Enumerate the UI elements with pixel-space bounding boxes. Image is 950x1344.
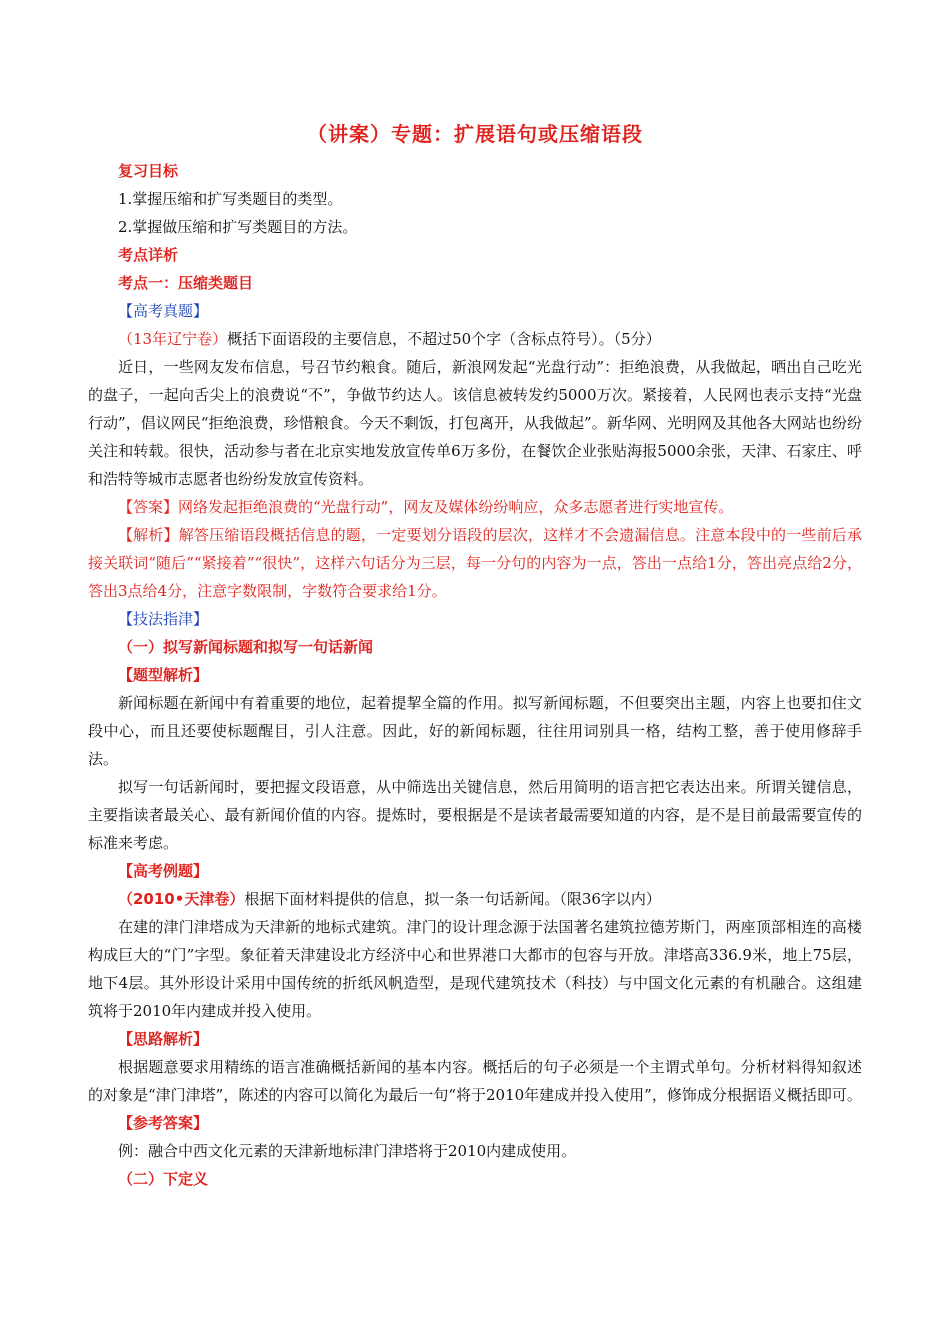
gaokao-liti-tag: 【高考例题】 [118,862,209,880]
point1-heading: 考点一：压缩类题目 [118,274,254,292]
cankao-daan-tag: 【参考答案】 [118,1114,209,1132]
tixing-paragraph-2: 拟写一句话新闻时，要把握文段语意，从中筛选出关键信息，然后用简明的语言把它表达出来。所谓关键信息，主要指读者最关心、最有新闻价值的内容。提炼时，要根据是不是读者最需要知道的内容，是不是目前最需要宣传的标准来考虑。 [88,778,862,852]
sub1-heading: （一）拟写新闻标题和拟写一句话新闻 [118,638,374,656]
explain-text: 解答压缩语段概括信息的题，一定要划分语段的层次，这样才不会遗漏信息。注意本段中的一些前后承接关联词“随后”“紧接着”“很快”，这样六句话分为三层，每一分句的内容为一点，答出一点给1分，答出亮点给2分，答出3点给4分，注意字数限制，字数符合要求给1分。 [88,526,862,600]
silu-jiexi-text: 根据题意要求用精练的语言准确概括新闻的基本内容。概括后的句子必须是一个主谓式单句。分析材料得知叙述的对象是“津门津塔”，陈述的内容可以简化为最后一句“将于2010年建成并投入使用”，修饰成分根据语义概括即可。 [88,1058,862,1104]
review-item-2: 2.掌握做压缩和扩写类题目的方法。 [118,218,358,236]
answer-text: 网络发起拒绝浪费的“光盘行动”，网友及媒体纷纷响应，众多志愿者进行实地宣传。 [178,498,734,516]
explain-tag: 【解析】 [118,526,179,544]
tixing-paragraph-1: 新闻标题在新闻中有着重要的地位，起着提挈全篇的作用。拟写新闻标题，不但要突出主题，内容上也要扣住文段中心，而且还要使标题醒目，引人注意。因此，好的新闻标题，往往用词别具一格，结构工整，善于使用修辞手法。 [88,694,862,768]
question2-prompt-text: 根据下面材料提供的信息，拟一条一句话新闻。（限36字以内） [244,890,661,908]
review-heading: 复习目标 [118,162,179,180]
sub2-heading: （二）下定义 [118,1170,209,1188]
question1-explanation [88,521,862,605]
question2-passage: 在建的津门津塔成为天津新的地标式建筑。津门的设计理念源于法国著名建筑拉德芳斯门，两座顶部相连的高楼构成巨大的“门”字型。象征着天津建设北方经济中心和世界港口大都市的包容与开放。津塔高336.9米，地上75层，地下4层。其外形设计采用中国传统的折纸风帆造型，是现代建筑技术（科技）与中国文化元素的有机融合。这组建筑将于2010年内建成并投入使用。 [88,918,862,1020]
question2-source: （2010•天津卷） [118,890,245,908]
question1-prompt-text: 概括下面语段的主要信息，不超过50个字（含标点符号）。（5分） [227,330,661,348]
review-item-1: 1.掌握压缩和扩写类题目的类型。 [118,190,343,208]
page-title: （讲案）专题：扩展语句或压缩语段 [307,122,643,146]
question1-passage: 近日，一些网友发布信息，号召节约粮食。随后，新浪网发起“光盘行动”：拒绝浪费，从我做起，晒出自己吃光的盘子，一起向舌尖上的浪费说“不”，争做节约达人。该信息被转发约5000万次。紧接着，人民网也表示支持“光盘行动”，倡议网民“拒绝浪费，珍惜粮食。今天不剩饭，打包离开，从我做起”。新华网、光明网及其他各大网站也纷纷关注和转载。很快，活动参与者在北京实地发放宣传单6万多份，在餐饮企业张贴海报5000余张，天津、石家庄、呼和浩特等城市志愿者也纷纷发放宣传资料。 [88,358,862,488]
jifa-zhijin-tag: 【技法指津】 [118,610,209,628]
answer-tag: 【答案】 [118,498,179,516]
gaokao-zhenti-tag: 【高考真题】 [118,302,209,320]
analysis-heading: 考点详析 [118,246,179,264]
tixing-jiexi-tag: 【题型解析】 [118,666,209,684]
question1-source: （13年辽宁卷） [118,330,228,348]
cankao-daan-text: 例：融合中西文化元素的天津新地标津门津塔将于2010内建成使用。 [118,1142,577,1160]
question1-prompt [88,325,862,353]
document-page [88,118,862,1193]
silu-jiexi-tag: 【思路解析】 [118,1030,209,1048]
question2-prompt [88,885,862,913]
question1-answer [88,493,862,521]
